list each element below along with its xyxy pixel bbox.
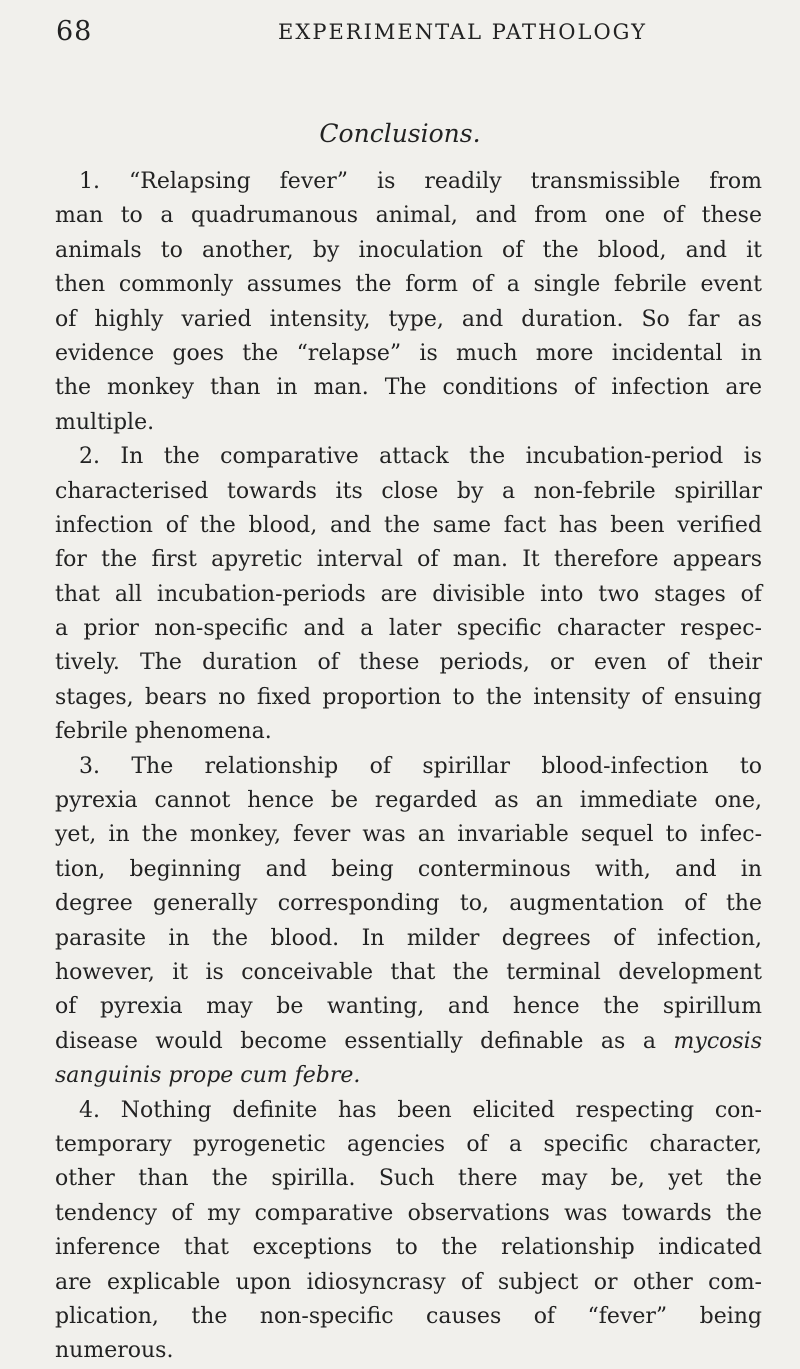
text-line: multiple. xyxy=(55,409,155,435)
text-line: are explicable upon idiosyncrasy of subject or other com- xyxy=(55,1269,762,1295)
text-line: stages, bears no fixed proportion to the intensity of ensuing xyxy=(55,684,762,710)
text-line: of highly varied intensity, type, and duration. So far as xyxy=(55,306,762,332)
text-line xyxy=(55,1025,762,1059)
page-number: 68 xyxy=(56,16,93,47)
text-line: febrile phenomena. xyxy=(55,719,272,745)
body-text xyxy=(55,165,762,1369)
text-line: a prior non-specific and a later specific character respec- xyxy=(55,616,762,642)
text-line: tion, beginning and being conterminous with, and in xyxy=(55,856,762,882)
text-line: 3. The relationship of spirillar blood-infection to xyxy=(79,753,762,779)
section-title: Conclusions. xyxy=(319,119,481,148)
text-line: the monkey than in man. The conditions of infection are xyxy=(55,375,762,401)
text-line: man to a quadrumanous animal, and from one of these xyxy=(55,203,762,229)
italic-phrase: mycosis xyxy=(673,1028,763,1054)
text-line: infection of the blood, and the same fact has been verified xyxy=(55,512,762,538)
text-line: 1. “Relapsing fever” is readily transmissible from xyxy=(79,169,762,194)
text-line: degree generally corresponding to, augmentation of the xyxy=(55,891,762,917)
text-line: parasite in the blood. In milder degrees of infection, xyxy=(55,925,762,951)
text-line: other than the spirilla. Such there may be, yet the xyxy=(55,1166,762,1192)
text-line: evidence goes the “relapse” is much more incidental in xyxy=(55,340,762,366)
text-line: plication, the non-specific causes of “fever” being xyxy=(55,1303,762,1329)
text-span: disease would become essentially definable as a xyxy=(55,1028,656,1054)
text-line: sanguinis prope cum febre. xyxy=(55,1063,361,1089)
page-header xyxy=(0,8,800,48)
text-line: of pyrexia may be wanting, and hence the spirillum xyxy=(55,994,762,1020)
text-line: then commonly assumes the form of a single febrile event xyxy=(55,272,762,298)
text-line: tendency of my comparative observations was towards the xyxy=(55,1200,762,1226)
text-line: however, it is conceivable that the terminal development xyxy=(55,959,762,985)
text-line: for the first apyretic interval of man. It therefore appears xyxy=(55,547,762,573)
text-line: 2. In the comparative attack the incubation-period is xyxy=(79,444,762,470)
text-line: characterised towards its close by a non-febrile spirillar xyxy=(55,478,762,504)
text-line: that all incubation-periods are divisible into two stages of xyxy=(55,581,762,607)
text-line: animals to another, by inoculation of the blood, and it xyxy=(55,237,762,263)
text-line: pyrexia cannot hence be regarded as an immediate one, xyxy=(55,788,762,814)
text-line: numerous. xyxy=(55,1338,174,1364)
text-line: yet, in the monkey, fever was an invariable sequel to infec- xyxy=(55,822,762,848)
running-head: EXPERIMENTAL PATHOLOGY xyxy=(278,20,647,44)
text-line: 4. Nothing definite has been elicited respecting con- xyxy=(79,1097,762,1123)
text-line: inference that exceptions to the relationship indicated xyxy=(55,1235,762,1261)
text-line: tively. The duration of these periods, or even of their xyxy=(55,650,762,676)
text-line: temporary pyrogenetic agencies of a specific character, xyxy=(55,1131,762,1157)
